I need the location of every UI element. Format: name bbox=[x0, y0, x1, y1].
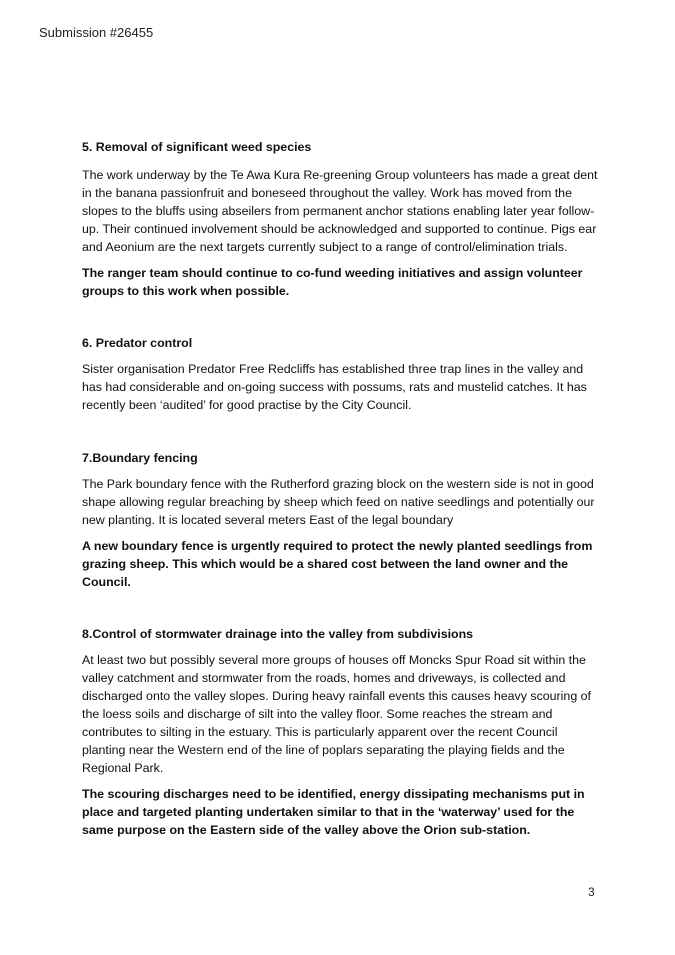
section-weed-removal bbox=[82, 138, 602, 300]
section-boundary-fencing bbox=[82, 449, 602, 591]
section-recommendation: A new boundary fence is urgently required to protect the newly planted seedlings from grazing sheep. This which would be a shared cost between the land owner and the Council. bbox=[82, 539, 593, 589]
page-number: 3 bbox=[588, 885, 595, 899]
section-recommendation: The scouring discharges need to be identified, energy dissipating mechanisms put in place and targeted planting undertaken similar to that in the ‘waterway’ used for the same purpose on the Eastern side of the valley above the Orion sub-station. bbox=[82, 787, 585, 837]
section-paragraph: Sister organisation Predator Free Redcliffs has established three trap lines in the valley and has had considerable and on-going success with possums, rats and mustelid catches. It has recently been ‘audited’ for good practise by the City Council. bbox=[82, 362, 587, 412]
section-title: 6. Predator control bbox=[82, 336, 193, 350]
section-paragraph: The work underway by the Te Awa Kura Re-greening Group volunteers has made a great dent in the banana passionfruit and boneseed throughout the valley. Work has moved from the slopes to the bluffs using abseilers from permanent anchor stations enabling later year follow-up. Their continued involvement should be acknowledged and supported to continue. Pigs ear and Aeonium are the next targets currently subject to a range of control/elimination trials. bbox=[82, 168, 598, 254]
submission-header: Submission #26455 bbox=[39, 25, 154, 40]
section-recommendation: The ranger team should continue to co-fund weeding initiatives and assign volunteer groups to this work when possible. bbox=[82, 266, 583, 298]
document-body bbox=[82, 138, 602, 839]
section-predator-control bbox=[82, 334, 602, 414]
section-title: 5. Removal of significant weed species bbox=[82, 140, 312, 154]
section-paragraph: At least two but possibly several more groups of houses off Moncks Spur Road sit within the valley catchment and stormwater from the roads, homes and driveways, is collected and discharged onto the valley slopes. During heavy rainfall events this causes heavy scouring of the loess soils and discharge of silt into the valley floor. Some reaches the stream and contributes to silting in the estuary. This is particularly apparent over the recent Council planting near the Western end of the line of poplars separating the playing fields and the Regional Park. bbox=[82, 653, 591, 775]
section-title: 8.Control of stormwater drainage into the valley from subdivisions bbox=[82, 627, 474, 641]
section-title: 7.Boundary fencing bbox=[82, 451, 198, 465]
section-paragraph: The Park boundary fence with the Rutherford grazing block on the western side is not in good shape allowing regular breaching by sheep which feed on native seedlings and potentially our new planting. It is located several meters East of the legal boundary bbox=[82, 477, 595, 527]
section-stormwater-control bbox=[82, 625, 602, 839]
